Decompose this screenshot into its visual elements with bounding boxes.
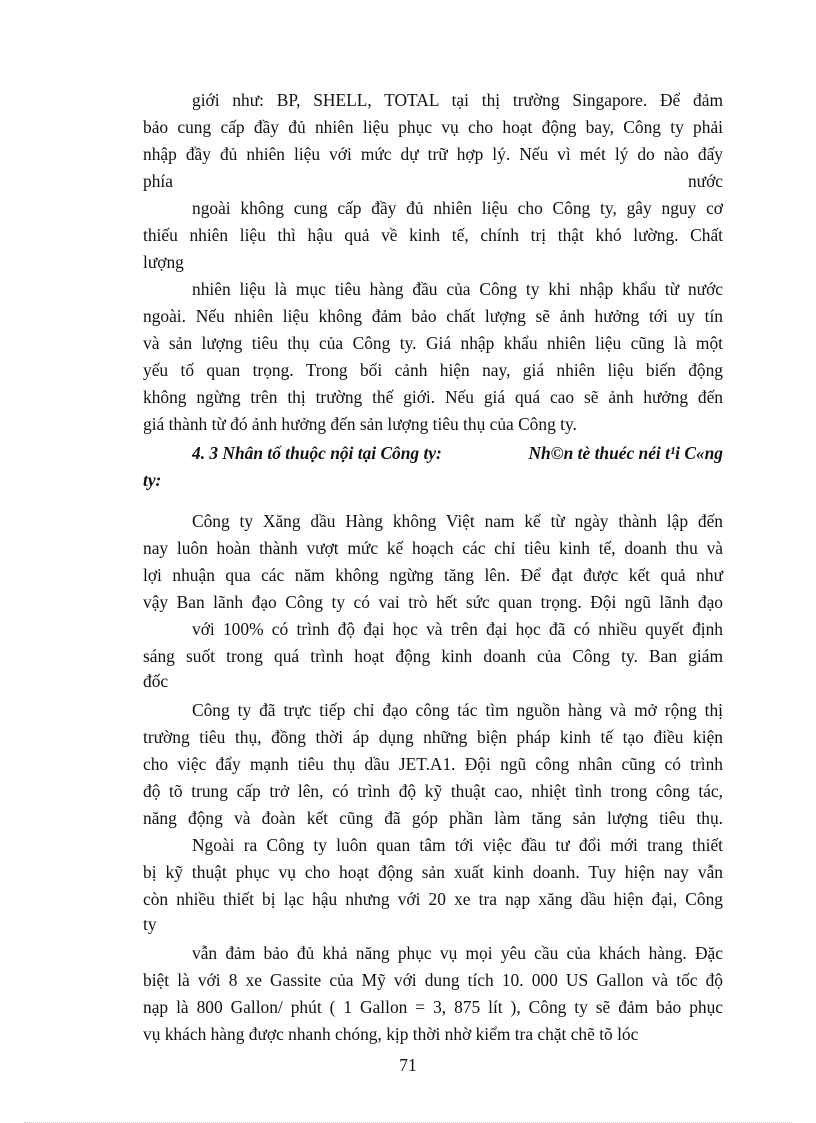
- text-line: Ngoài ra Công ty luôn quan tâm tới việc đầu tư đổi mới trang thiết: [192, 835, 723, 855]
- text-line: ngoài không cung cấp đầy đủ nhiên liệu cho Công ty, gây nguy cơ: [192, 198, 723, 218]
- text-line: vẫn đảm bảo đủ khả năng phục vụ mọi yêu cầu của khách hàng. Đặc: [192, 943, 723, 963]
- text-fragment: phía: [143, 171, 173, 191]
- text-line: sáng suốt trong quá trình hoạt động kinh doanh của Công ty. Ban giám: [143, 646, 723, 666]
- text-line: đốc: [143, 671, 169, 691]
- text-line: bảo cung cấp đầy đủ nhiên liệu phục vụ cho hoạt động bay, Công ty phải: [143, 117, 723, 137]
- text-line: còn nhiều thiết bị lạc hậu nhưng với 20 xe tra nạp xăng dầu hiện đại, Công: [143, 889, 723, 909]
- text-line: độ tõ trung cấp trở lên, có trình độ kỹ thuật cao, nhiệt tình trong công tác,: [143, 781, 723, 801]
- section-heading-continuation: ty:: [143, 470, 162, 490]
- text-line: không ngừng trên thị trường thế giới. Nếu giá quá cao sẽ ảnh hưởng đến: [143, 387, 723, 407]
- text-line: bị kỹ thuật phục vụ cho hoạt động sản xuất kinh doanh. Tuy hiện nay vẫn: [143, 862, 723, 882]
- text-line: nạp là 800 Gallon/ phút ( 1 Gallon = 3, 875 lít ), Công ty sẽ đảm bảo phục: [143, 997, 723, 1017]
- text-line: thiếu nhiên liệu thì hậu quả về kinh tế, chính trị thật khó lường. Chất: [143, 225, 723, 245]
- text-line: ngoài. Nếu nhiên liệu không đảm bảo chất lượng sẽ ảnh hưởng tới uy tín: [143, 306, 723, 326]
- text-line: giới như: BP, SHELL, TOTAL tại thị trường Singapore. Để đảm: [192, 90, 723, 110]
- section-heading: [192, 441, 723, 465]
- text-line: và sản lượng tiêu thụ của Công ty. Giá nhập khẩu nhiên liệu cũng là một: [143, 333, 723, 353]
- text-line: giá thành từ đó ảnh hưởng đến sản lượng tiêu thụ của Công ty.: [143, 414, 577, 434]
- text-line: yếu tố quan trọng. Trong bối cảnh hiện nay, giá nhiên liệu biến động: [143, 360, 723, 380]
- text-line: cho việc đẩy mạnh tiêu thụ dầu JET.A1. Đội ngũ công nhân cũng có trình: [143, 754, 723, 774]
- text-line: trường tiêu thụ, đồng thời áp dụng những biện pháp kinh tế tạo điều kiện: [143, 727, 723, 747]
- text-line: Công ty đã trực tiếp chỉ đạo công tác tìm nguồn hàng và mở rộng thị: [192, 700, 723, 720]
- text-line: nay luôn hoàn thành vượt mức kế hoạch các chỉ tiêu kinh tế, doanh thu và: [143, 538, 723, 558]
- text-line: Công ty Xăng dầu Hàng không Việt nam kể từ ngày thành lập đến: [192, 511, 723, 531]
- text-fragment: nước: [687, 171, 723, 191]
- text-line: lượng: [143, 252, 184, 272]
- text-line: với 100% có trình độ đại học và trên đại học đã có nhiều quyết định: [192, 619, 723, 639]
- text-line: biệt là với 8 xe Gassite của Mỹ với dung tích 10. 000 US Gallon và tốc độ: [143, 970, 723, 990]
- text-line: ty: [143, 914, 157, 934]
- text-line: nhiên liệu là mục tiêu hàng đầu của Công ty khi nhập khẩu từ nước: [192, 279, 723, 299]
- heading-text-encoded: Nh©n tè thuéc néi t¹i C«ng: [528, 443, 723, 463]
- heading-text: 4. 3 Nhân tố thuộc nội tại Công ty:: [192, 443, 442, 463]
- text-line: vụ khách hàng được nhanh chóng, kịp thời nhờ kiểm tra chặt chẽ tõ lóc: [143, 1024, 639, 1044]
- page-number: 71: [399, 1055, 417, 1075]
- text-line: năng động và đoàn kết cũng đã góp phần làm tăng sản lượng tiêu thụ.: [143, 808, 723, 828]
- text-line: nhập đầy đủ nhiên liệu với mức dự trữ hợp lý. Nếu vì mét lý do nào đấy: [143, 144, 723, 164]
- text-line: vậy Ban lãnh đạo Công ty có vai trò hết sức quan trọng. Đội ngũ lãnh đạo: [143, 592, 723, 612]
- text-line-split: [143, 169, 723, 193]
- text-line: lợi nhuận qua các năm không ngừng tăng lên. Để đạt được kết quả như: [143, 565, 723, 585]
